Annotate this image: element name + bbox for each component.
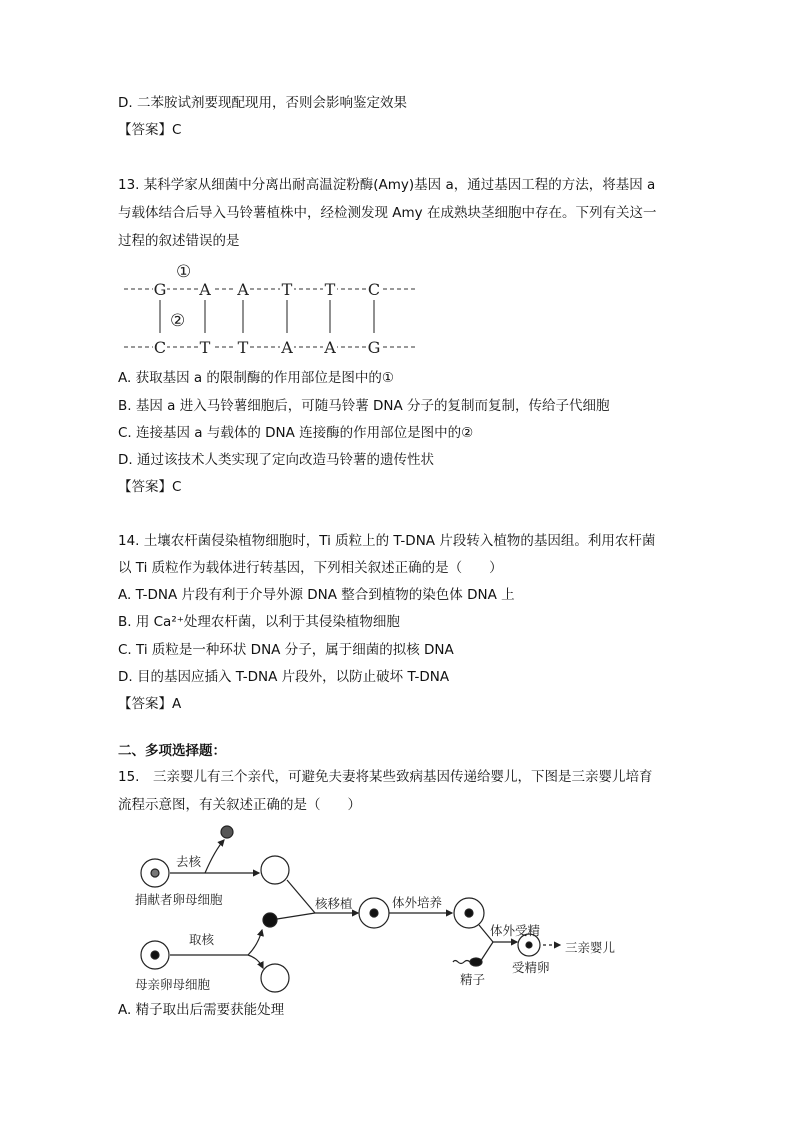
- label-culture: 体外培养: [392, 895, 443, 910]
- section-heading: 二、多项选择题：: [118, 743, 226, 759]
- q14-option-d: D. 目的基因应插入 T-DNA 片段外，以防止破坏 T-DNA: [118, 669, 450, 685]
- top-base: G: [153, 280, 167, 299]
- mark-2: ②: [170, 311, 186, 331]
- bottom-base: T: [237, 338, 249, 357]
- q14-stem-1: 14. 土壤农杆菌侵染植物细胞时，Ti 质粒上的 T-DNA 片段转入植物的基因组。利用农杆菌: [118, 533, 656, 549]
- label-sperm: 精子: [460, 972, 486, 987]
- q12-answer: 【答案】C: [118, 122, 182, 138]
- bottom-base: G: [367, 338, 381, 357]
- label-donor: 捐献者卵母细胞: [135, 892, 223, 907]
- label-take-nucleus: 取核: [189, 932, 215, 947]
- q13-option-d: D. 通过该技术人类实现了定向改造马铃薯的遗传性状: [118, 452, 434, 468]
- q15-stem-1: 15. 三亲婴儿有三个亲代，可避免夫妻将某些致病基因传递给婴儿，下图是三亲婴儿培育: [118, 769, 653, 785]
- top-base: A: [237, 280, 249, 299]
- dna-diagram: [124, 262, 418, 357]
- q13-option-c: C. 连接基因 a 与载体的 DNA 连接酶的作用部位是图中的②: [118, 425, 474, 441]
- top-base: T: [281, 280, 293, 299]
- label-transplant: 核移植: [315, 896, 353, 911]
- label-zygote: 受精卵: [512, 960, 550, 975]
- top-base: C: [367, 280, 381, 299]
- q13-answer: 【答案】C: [118, 479, 182, 495]
- label-baby: 三亲婴儿: [565, 940, 616, 955]
- q14-option-b: B. 用 Ca²⁺处理农杆菌，以利于其侵染植物细胞: [118, 614, 400, 630]
- q14-answer: 【答案】A: [118, 696, 182, 712]
- bottom-base: C: [153, 338, 167, 357]
- bottom-base: A: [324, 338, 336, 357]
- enucleated-cell: [261, 856, 289, 884]
- label-mother: 母亲卵母细胞: [135, 977, 211, 992]
- q14-option-a: A. T-DNA 片段有利于介导外源 DNA 整合到植物的染色体 DNA 上: [118, 587, 515, 603]
- q13-stem-3: 过程的叙述错误的是: [118, 233, 240, 249]
- top-base: A: [199, 280, 211, 299]
- mark-1: ①: [176, 262, 192, 282]
- label-ivf: 体外受精: [490, 923, 541, 938]
- q13-option-a: A. 获取基因 a 的限制酶的作用部位是图中的①: [118, 370, 395, 386]
- q15-stem-2: 流程示意图，有关叙述正确的是（ ）: [118, 797, 361, 813]
- bottom-base: A: [281, 338, 293, 357]
- q14-option-c: C. Ti 质粒是一种环状 DNA 分子，属于细菌的拟核 DNA: [118, 642, 454, 658]
- discarded-cell: [261, 964, 289, 992]
- donor-nucleus: [221, 826, 233, 838]
- q13-stem-1: 13. 某科学家从细菌中分离出耐高温淀粉酶(Amy)基因 a，通过基因工程的方法，将基因 a: [118, 177, 656, 193]
- q13-stem-2: 与载体结合后导入马铃薯植株中，经检测发现 Amy 在成熟块茎细胞中存在。下列有关这一: [118, 205, 657, 221]
- q14-stem-2: 以 Ti 质粒作为载体进行转基因，下列相关叙述正确的是（ ）: [118, 560, 503, 576]
- q12-option-d: D. 二苯胺试剂要现配现用，否则会影响鉴定效果: [118, 95, 407, 111]
- sperm-icon: [470, 958, 482, 966]
- mother-nucleus: [263, 913, 277, 927]
- q15-option-a: A. 精子取出后需要获能处理: [118, 1002, 285, 1018]
- label-remove-nucleus: 去核: [176, 854, 202, 869]
- bottom-base: T: [199, 338, 211, 357]
- top-base: T: [324, 280, 336, 299]
- q13-option-b: B. 基因 a 进入马铃薯细胞后，可随马铃薯 DNA 分子的复制而复制，传给子代细胞: [118, 398, 610, 414]
